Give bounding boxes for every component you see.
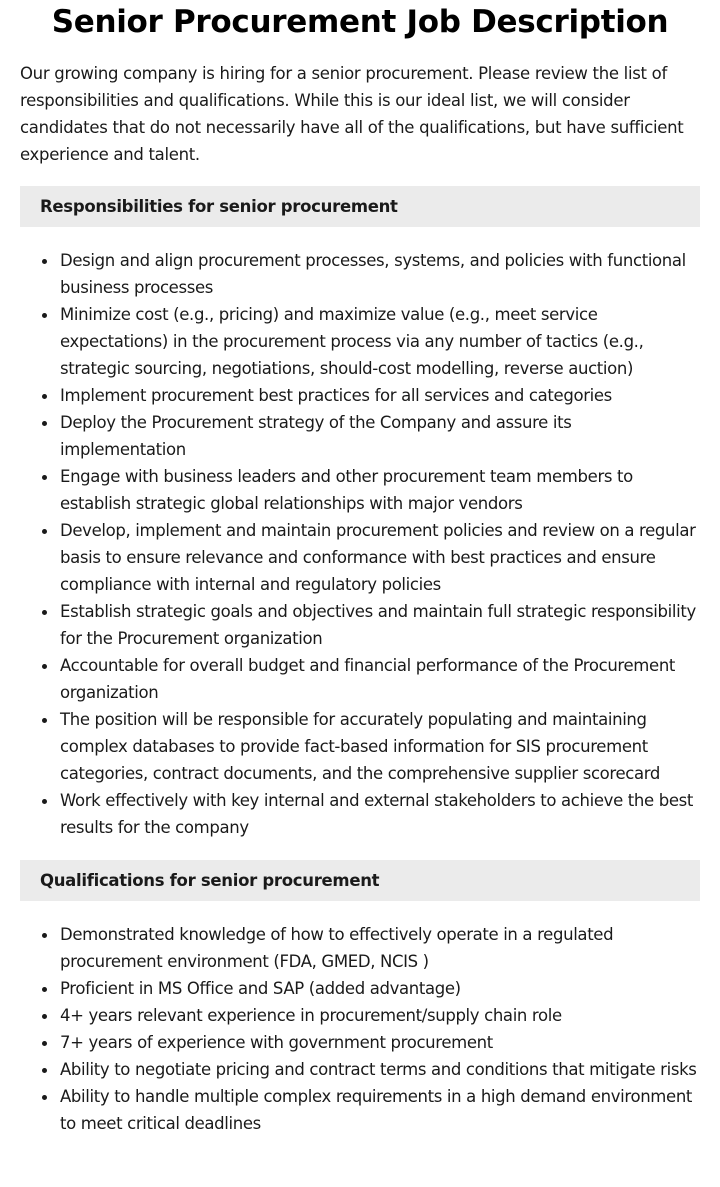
list-item: 4+ years relevant experience in procurement/supply chain role — [60, 1002, 700, 1029]
page-title: Senior Procurement Job Description — [51, 4, 669, 40]
list-item: The position will be responsible for accurately populating and maintaining complex databases to provide fact-based information for SIS procurement categories, contract documents, and the comprehensive supplier scorecard — [60, 706, 700, 787]
list-item: 7+ years of experience with government procurement — [60, 1029, 700, 1056]
list-item: Design and align procurement processes, systems, and policies with functional business processes — [60, 247, 700, 301]
list-item: Implement procurement best practices for all services and categories — [60, 382, 700, 409]
list-item: Demonstrated knowledge of how to effectively operate in a regulated procurement environment (FDA, GMED, NCIS ) — [60, 921, 700, 975]
list-item: Proficient in MS Office and SAP (added advantage) — [60, 975, 700, 1002]
list-item: Accountable for overall budget and financial performance of the Procurement organization — [60, 652, 700, 706]
list-item: Deploy the Procurement strategy of the Company and assure its implementation — [60, 409, 700, 463]
qualifications-heading: Qualifications for senior procurement — [20, 860, 700, 901]
responsibilities-heading: Responsibilities for senior procurement — [20, 186, 700, 227]
list-item: Ability to negotiate pricing and contract terms and conditions that mitigate risks — [60, 1056, 700, 1083]
intro-paragraph: Our growing company is hiring for a senior procurement. Please review the list of responsibilities and qualifications. While this is our ideal list, we will consider candidates that do not necessarily have all of the qualifications, but have sufficient experience and talent. — [20, 64, 684, 164]
list-item: Establish strategic goals and objectives and maintain full strategic responsibility for the Procurement organization — [60, 598, 700, 652]
list-item: Ability to handle multiple complex requirements in a high demand environment to meet critical deadlines — [60, 1083, 700, 1137]
list-item: Develop, implement and maintain procurement policies and review on a regular basis to ensure relevance and conformance with best practices and ensure compliance with internal and regulatory policies — [60, 517, 700, 598]
list-item: Engage with business leaders and other procurement team members to establish strategic global relationships with major vendors — [60, 463, 700, 517]
list-item: Work effectively with key internal and external stakeholders to achieve the best results for the company — [60, 787, 700, 841]
qualifications-list — [20, 921, 700, 1137]
list-item: Minimize cost (e.g., pricing) and maximize value (e.g., meet service expectations) in the procurement process via any number of tactics (e.g., strategic sourcing, negotiations, should-cost modelling, reverse auction) — [60, 301, 700, 382]
responsibilities-list — [20, 247, 700, 841]
